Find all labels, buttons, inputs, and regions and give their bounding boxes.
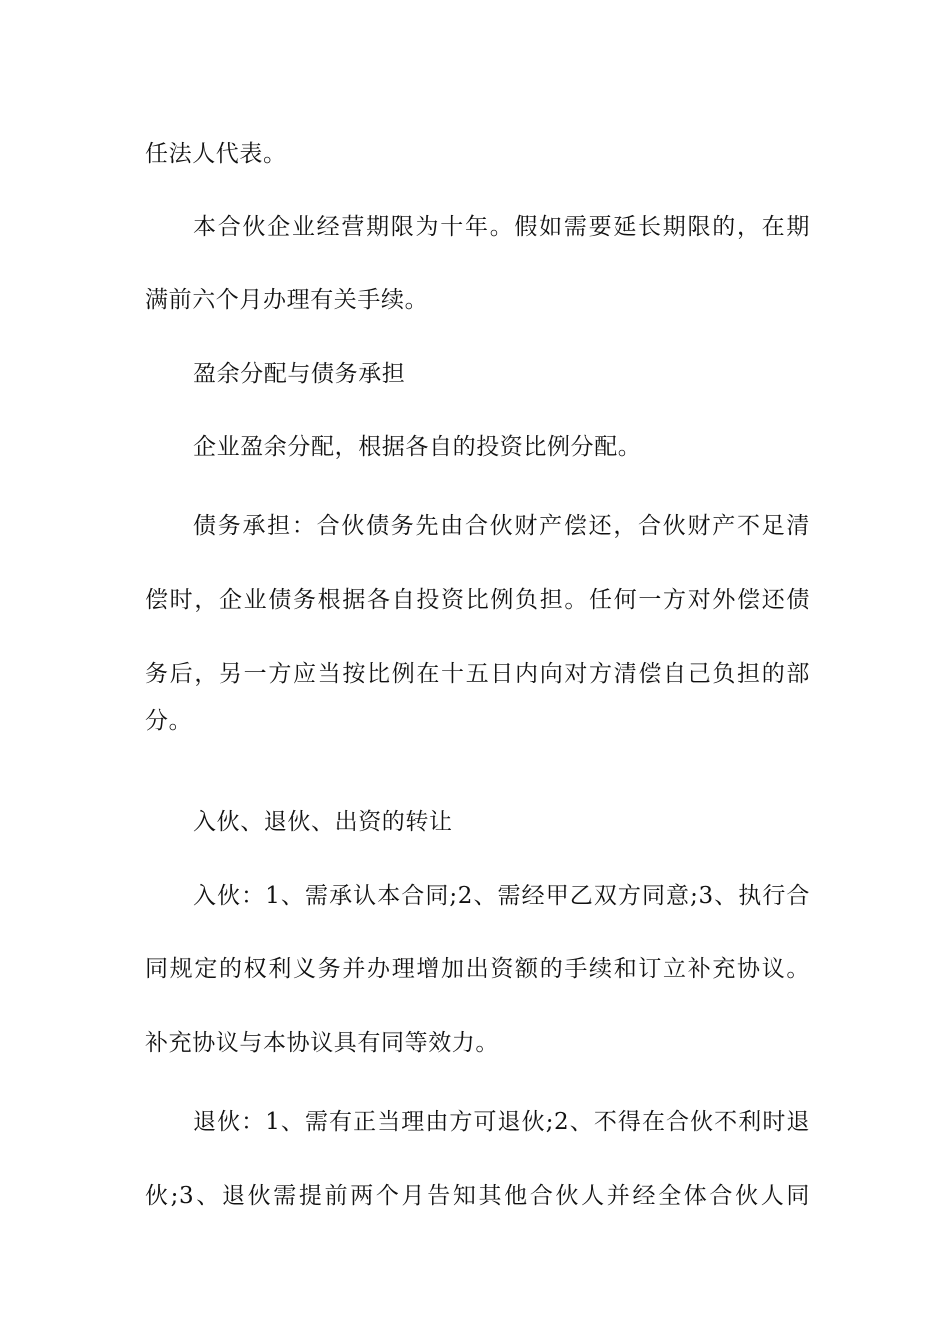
section-heading-join-withdraw: 入伙、退伙、出资的转让 — [193, 809, 453, 835]
text-line-15: 伙;3、退伙需提前两个月告知其他合伙人并经全体合伙人同 — [145, 1183, 810, 1209]
text-line-14: 退伙：1、需有正当理由方可退伙;2、不得在合伙不利时退 — [193, 1109, 810, 1135]
text-line-5: 企业盈余分配，根据各自的投资比例分配。 — [193, 434, 642, 460]
text-line-7: 偿时，企业债务根据各自投资比例负担。任何一方对外偿还债 — [145, 587, 810, 613]
text-line-1: 任法人代表。 — [145, 141, 287, 167]
text-line-3: 满前六个月办理有关手续。 — [145, 287, 429, 313]
section-heading-profit-debt: 盈余分配与债务承担 — [193, 361, 406, 387]
text-line-12: 同规定的权利义务并办理增加出资额的手续和订立补充协议。 — [145, 956, 810, 982]
text-line-9: 分。 — [145, 708, 193, 734]
text-line-13: 补充协议与本协议具有同等效力。 — [145, 1030, 499, 1056]
text-line-8: 务后，另一方应当按比例在十五日内向对方清偿自己负担的部 — [145, 661, 810, 687]
text-line-2: 本合伙企业经营期限为十年。假如需要延长期限的，在期 — [193, 214, 810, 240]
text-line-6: 债务承担：合伙债务先由合伙财产偿还，合伙财产不足清 — [193, 513, 810, 539]
text-line-11: 入伙：1、需承认本合同;2、需经甲乙双方同意;3、执行合 — [193, 883, 810, 909]
